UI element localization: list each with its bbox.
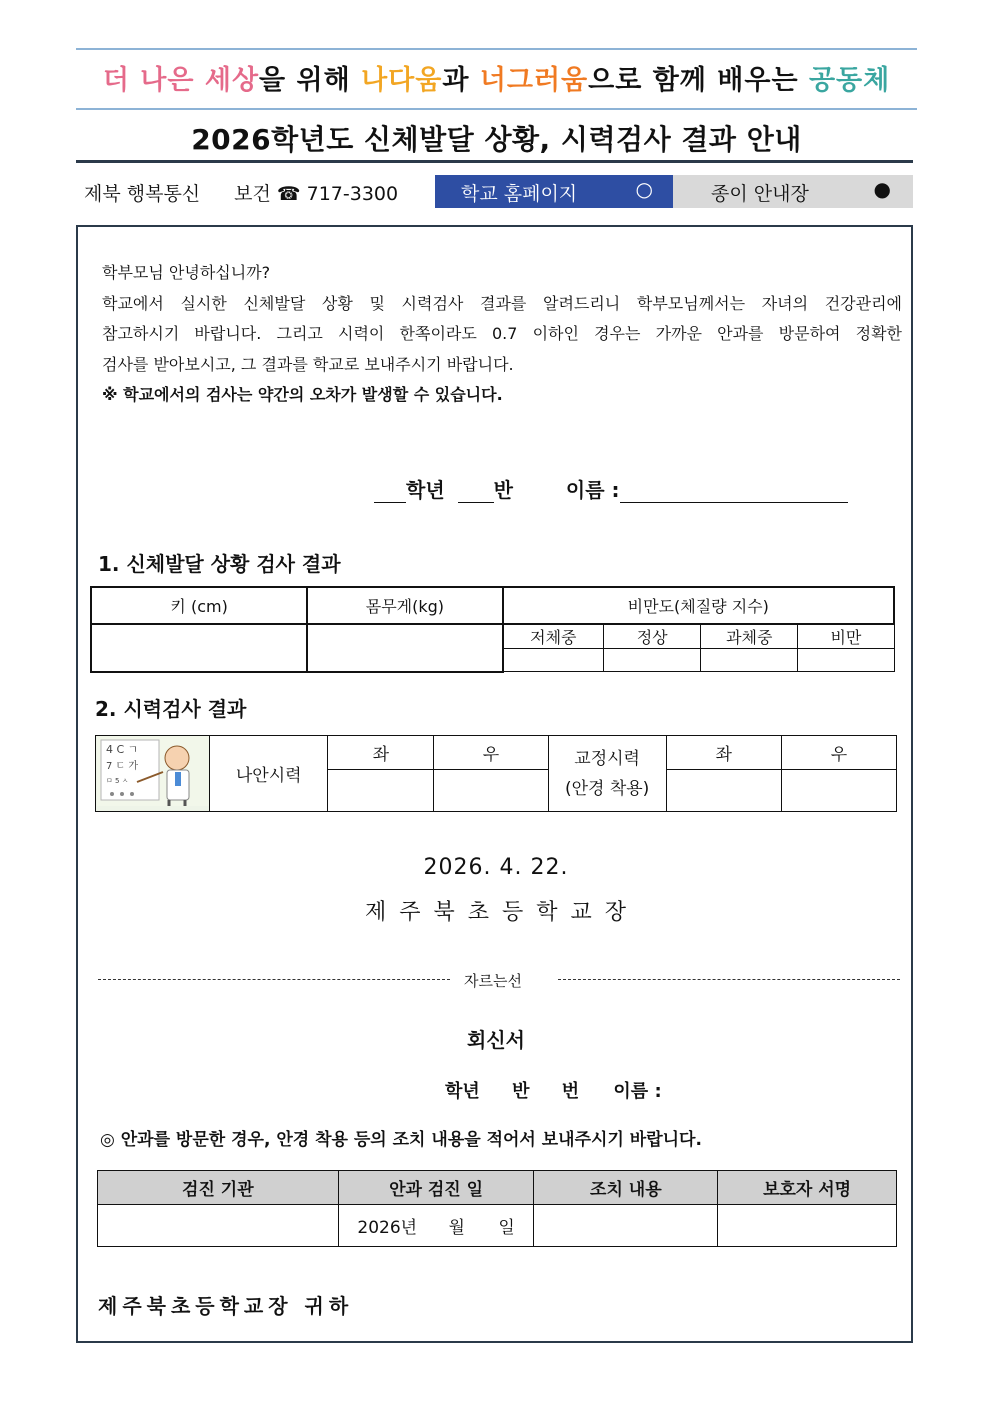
corrected-right-cell[interactable]	[781, 769, 896, 811]
cut-line	[98, 968, 900, 994]
action-cell[interactable]	[534, 1205, 718, 1247]
reply-class-label: 반	[512, 1081, 530, 1102]
naked-vision-label: 나안시력	[210, 736, 328, 812]
body-development-table	[90, 586, 895, 673]
slogan-segment: 너그러움	[479, 65, 589, 96]
cut-line-dash-right	[558, 979, 900, 980]
obesity-level: 비만	[798, 624, 894, 649]
weight-cell[interactable]	[307, 624, 502, 672]
slogan-segment: 함께 배우는	[652, 65, 809, 96]
paper-label: 종이 안내장	[711, 183, 809, 205]
obesity-cell[interactable]	[503, 649, 604, 672]
eye-chart-illustration	[96, 736, 210, 812]
naked-left-cell[interactable]	[328, 769, 434, 811]
obesity-level: 저체중	[503, 624, 604, 649]
obesity-level: 정상	[604, 624, 701, 649]
homepage-label: 학교 홈페이지	[461, 183, 578, 205]
slogan-segment: 을 위해	[259, 65, 362, 96]
action-header: 조치 내용	[534, 1171, 718, 1205]
reply-number-label: 번	[561, 1081, 580, 1102]
obesity-level: 과체중	[701, 624, 798, 649]
document-title: 2026학년도 신체발달 상황, 시력검사 결과 안내	[191, 123, 802, 156]
slogan-segment: 더 나은 세상	[102, 65, 260, 96]
guardian-signature-header: 보호자 서명	[718, 1171, 897, 1205]
title-rule	[76, 160, 913, 163]
obesity-cell[interactable]	[701, 649, 798, 672]
letter-line: 학교에서 실시한 신체발달 상황 및 시력검사 결과를 알려드리니 학부모님께서는 자녀의 건강관리에	[102, 293, 902, 313]
naked-right-cell[interactable]	[434, 769, 548, 811]
slogan-top-rule	[76, 48, 917, 50]
corrected-right-label: 우	[781, 736, 896, 770]
slogan-segment: 으로	[588, 65, 653, 96]
reply-student-fields	[445, 1077, 662, 1103]
height-header: 키 (cm)	[91, 587, 307, 624]
naked-right-label: 우	[434, 736, 548, 770]
exam-date-header: 안과 검진 일	[338, 1171, 534, 1205]
homepage-distribution	[435, 175, 673, 208]
letter-line: 참고하시기 바랍니다. 그리고 시력이 한쪽이라도 0.7 이하인 경우는 가까운 안과를 방문하여 정확한	[102, 324, 902, 343]
name-blank[interactable]	[620, 480, 848, 503]
weight-header: 몸무게(kg)	[307, 587, 502, 624]
obesity-cell[interactable]	[604, 649, 701, 672]
corrected-left-label: 좌	[666, 736, 781, 770]
name-label: 이름 :	[565, 478, 620, 502]
institution-header: 검진 기관	[98, 1171, 339, 1205]
slogan-segment: 공동체	[808, 65, 891, 96]
reply-grade-label: 학년	[445, 1081, 480, 1102]
health-contact: 보건 ☎ 717-3300	[234, 183, 399, 205]
corrected-left-cell[interactable]	[666, 769, 781, 811]
letter-line: 검사를 받아보시고, 그 결과를 학교로 보내주시기 바랍니다.	[102, 354, 514, 374]
school-slogan	[76, 58, 917, 100]
issue-date: 2026. 4. 22.	[423, 855, 569, 880]
paper-distribution	[673, 175, 913, 208]
institution-cell[interactable]	[98, 1205, 339, 1247]
vision-table	[95, 735, 897, 812]
section2-title: 2. 시력검사 결과	[95, 697, 247, 721]
letter-body	[102, 258, 902, 411]
paper-filled-circle-icon: ●	[873, 177, 891, 201]
corrected-vision-text: 교정시력	[574, 748, 640, 769]
slogan-segment: 과	[442, 65, 480, 96]
class-label: 반	[493, 478, 513, 502]
grade-blank[interactable]	[374, 480, 406, 503]
error-note: ※ 학교에서의 검사는 약간의 오차가 발생할 수 있습니다.	[102, 385, 503, 404]
exam-month: 월	[448, 1218, 465, 1238]
slogan-bottom-rule	[76, 108, 917, 110]
corrected-vision-label	[548, 736, 666, 812]
reply-title: 회신서	[467, 1028, 525, 1052]
chart-letters-row: ㅁ 5 ㅅ	[105, 777, 128, 785]
obesity-cell[interactable]	[798, 649, 894, 672]
exam-year: 2026년	[357, 1218, 418, 1238]
chart-letters-row: 7 ㄷ 가	[105, 761, 138, 772]
grade-label: 학년	[406, 478, 445, 502]
class-blank[interactable]	[458, 480, 494, 503]
reply-table	[97, 1170, 897, 1247]
greeting: 학부모님 안녕하십니까?	[102, 263, 271, 282]
naked-left-label: 좌	[328, 736, 434, 770]
addressee: 제주북초등학교장 귀하	[98, 1294, 354, 1318]
cut-line-label: 자르는선	[464, 972, 522, 990]
info-left	[84, 179, 398, 206]
info-bar	[76, 175, 913, 208]
principal-signature: 제주북초등학교장	[364, 900, 640, 925]
student-info-line	[374, 474, 848, 503]
chart-letters-row: 4 C ㄱ	[105, 743, 138, 756]
corrected-vision-subtext: (안경 착용)	[564, 778, 650, 799]
reply-instruction: ◎ 안과를 방문한 경우, 안경 착용 등의 조치 내용을 적어서 보내주시기 바랍니다.	[100, 1130, 702, 1150]
homepage-empty-circle-icon: ○	[635, 177, 653, 201]
height-cell[interactable]	[91, 624, 307, 672]
exam-date-cell[interactable]	[338, 1205, 534, 1247]
reply-name-label: 이름 :	[613, 1081, 662, 1102]
obesity-header: 비만도(체질량 지수)	[503, 587, 895, 624]
section1-title: 1. 신체발달 상황 검사 결과	[98, 552, 341, 576]
slogan-segment: 나다움	[361, 65, 443, 96]
newsletter-name: 제북 행복통신	[84, 183, 201, 205]
exam-day: 일	[498, 1218, 515, 1238]
eye-doctor-icon	[97, 736, 209, 806]
guardian-signature-cell[interactable]	[718, 1205, 897, 1247]
cut-line-dash-left	[98, 979, 450, 980]
